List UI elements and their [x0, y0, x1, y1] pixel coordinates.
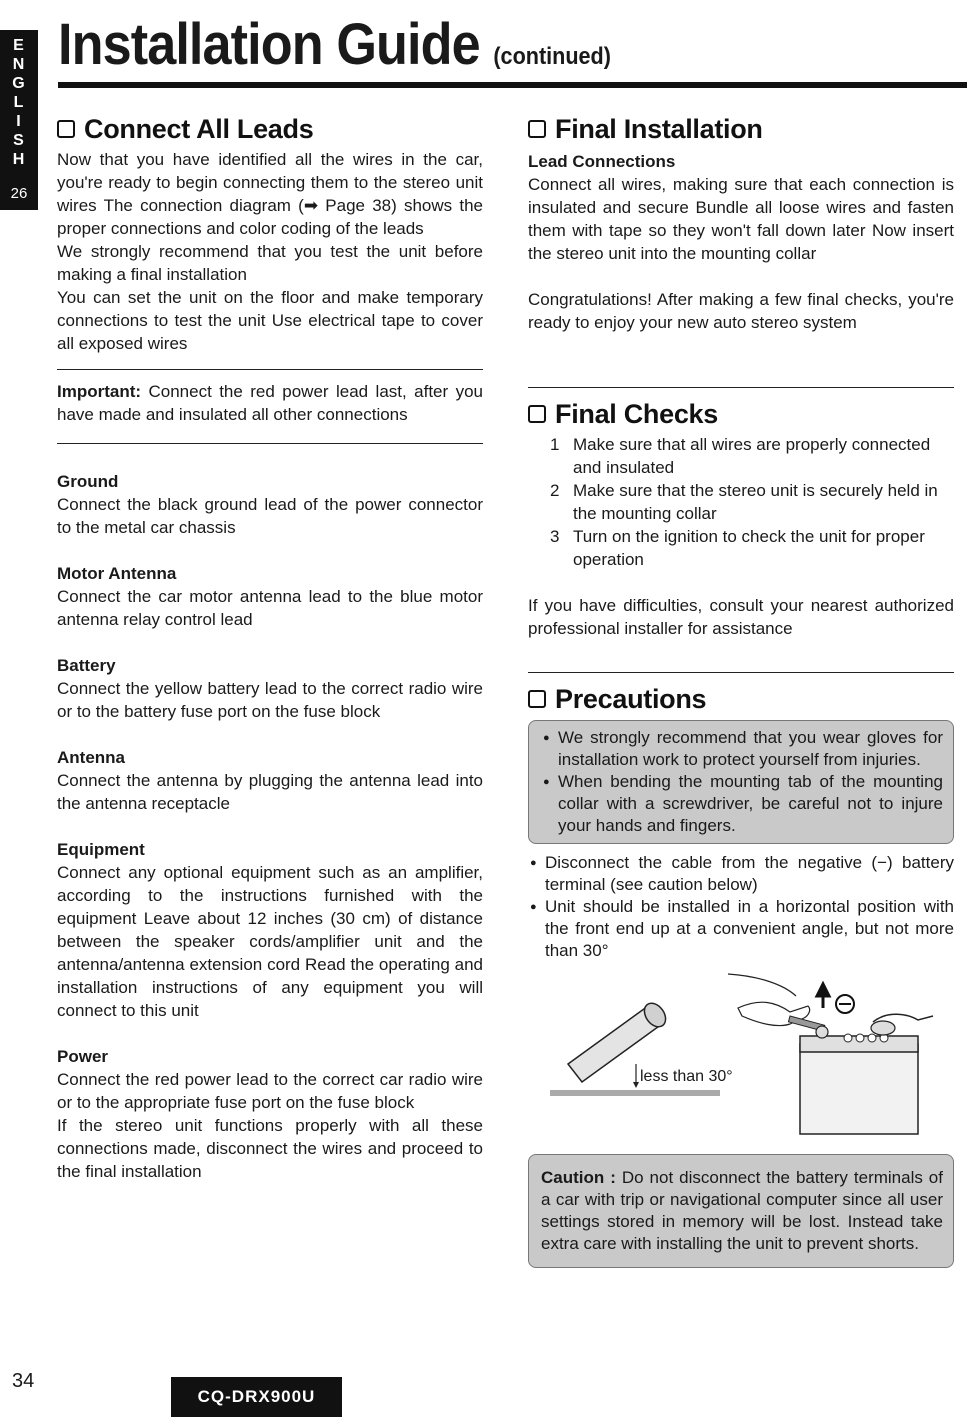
motor-antenna-text: Connect the car motor antenna lead to the blue motor antenna relay control lead	[57, 587, 483, 629]
caution-text	[541, 1167, 943, 1255]
list-item-number: 1	[550, 435, 560, 454]
list-item: ● We strongly recommend that you wear gloves for installation work to protect yourself from injuries.	[541, 727, 943, 771]
caution-body: Do not disconnect the battery terminals of a car with trip or navigational computer since all user settings stored in memory will be lost. Instead take extra care with installing the unit to prevent shorts.	[541, 1168, 943, 1253]
equipment-text: Connect any optional equipment such as an amplifier, according to the instructions furnished with the equipment Leave about 12 inches (30 cm) of distance between the speaker cords/amplifier unit and the antenna/antenna extension cord Read the operating and installation instructions of any equipment you will connect to this unit	[57, 863, 483, 1020]
language-tab	[0, 30, 38, 210]
tab-letter: G	[12, 75, 26, 92]
ground-title: Ground	[57, 472, 119, 491]
lead-connections-title: Lead Connections	[528, 152, 676, 171]
list-item-text: Make sure that all wires are properly connected and insulated	[573, 435, 931, 477]
tab-letter: H	[12, 151, 26, 168]
tab-letter: E	[13, 37, 25, 54]
title-rule	[58, 82, 967, 88]
connect-p1-end: shows the proper connections and color coding of the leads	[57, 196, 484, 238]
page-title-text: Installation Guide	[58, 12, 480, 77]
caution-box	[528, 1154, 954, 1268]
hand-wrench-icon	[728, 974, 825, 1031]
list-item-number: 3	[550, 527, 560, 546]
checkbox-icon	[528, 405, 546, 423]
precautions-heading-text: Precautions	[555, 684, 707, 714]
connect-p1-text: Now that you have identified all the wires in the car, you're ready to begin connecting them to the stereo unit wires The connection diagram (	[57, 150, 483, 215]
left-column	[57, 114, 483, 1183]
precautions-heading	[528, 684, 954, 714]
important-text: Connect the red power lead last, after you have made and insulated all other connections	[57, 382, 483, 424]
final-installation-text-2: Congratulations! After making a few final checks, you're ready to enjoy your new auto stereo system	[528, 290, 954, 332]
connect-heading-text: Connect All Leads	[84, 114, 314, 144]
checkbox-icon	[528, 120, 546, 138]
precautions-list	[528, 852, 954, 962]
divider	[57, 369, 483, 370]
connect-paragraph-2: We strongly recommend that you test the unit before making a final installation	[57, 242, 483, 284]
connect-paragraph-1	[57, 148, 483, 240]
antenna-title: Antenna	[57, 748, 125, 767]
power-text-1: Connect the red power lead to the correct car radio wire or to the appropriate fuse port on the fuse block	[57, 1070, 483, 1112]
important-label: Important:	[57, 382, 142, 401]
ground-text: Connect the black ground lead of the power connector to the metal car chassis	[57, 495, 483, 537]
power-title: Power	[57, 1047, 109, 1066]
list-item-text: Make sure that the stereo unit is securely held in the mounting collar	[573, 481, 938, 523]
list-item	[528, 479, 954, 525]
power-text-2: If the stereo unit functions properly with all these connections made, disconnect the wires and proceed to the final installation	[57, 1116, 483, 1181]
final-checks-list	[528, 433, 954, 571]
list-item: ● Disconnect the cable from the negative (−) battery terminal (see caution below)	[528, 852, 954, 896]
final-installation-heading-text: Final Installation	[555, 114, 763, 144]
page-title	[58, 14, 611, 88]
list-item	[528, 433, 954, 479]
final-installation-heading	[528, 114, 954, 144]
list-item: ● Unit should be installed in a horizontal position with the front end up at a convenient angle, but not more than 30°	[528, 896, 954, 962]
up-arrow-icon	[817, 984, 829, 1008]
motor-antenna-title: Motor Antenna	[57, 564, 177, 583]
battery-text: Connect the yellow battery lead to the correct radio wire or to the battery fuse port on the fuse block	[57, 679, 483, 721]
tab-letter: L	[13, 94, 25, 111]
checkbox-icon	[57, 120, 75, 138]
battery-angle-illustration	[528, 966, 954, 1146]
gloves-warning-box	[528, 720, 954, 844]
connect-heading	[57, 114, 483, 144]
checkbox-icon	[528, 690, 546, 708]
final-checks-heading-text: Final Checks	[555, 399, 718, 429]
final-checks-note: If you have difficulties, consult your nearest authorized professional installer for assistance	[528, 596, 954, 638]
right-column	[528, 114, 954, 1268]
list-item: ● When bending the mounting tab of the mounting collar with a screwdriver, be careful not to injure your hands and fingers.	[541, 771, 943, 837]
tab-letter: S	[13, 132, 25, 149]
connect-p1-ref: Page 38)	[325, 196, 397, 215]
tab-letter: I	[16, 113, 22, 130]
language-tab-letters	[0, 30, 38, 169]
arrow-right-icon: ➡	[303, 196, 326, 215]
page-number: 34	[12, 1370, 35, 1392]
final-installation-text-1: Connect all wires, making sure that each connection is insulated and secure Bundle all loose wires and fasten them with tape so they won't fall down later Now insert the stereo unit into the mounting collar	[528, 175, 954, 263]
angle-label: less than 30°	[640, 1068, 733, 1085]
language-tab-page: 26	[10, 185, 28, 202]
divider	[57, 443, 483, 444]
divider	[528, 387, 954, 388]
warning-list	[541, 727, 943, 837]
list-item	[528, 525, 954, 571]
list-item-number: 2	[550, 481, 560, 500]
final-checks-heading	[528, 399, 954, 429]
installation-illustration	[528, 966, 954, 1146]
connect-paragraph-3: You can set the unit on the floor and make temporary connections to test the unit Use electrical tape to cover all exposed wires	[57, 288, 483, 353]
battery-icon	[800, 1014, 933, 1134]
list-item-text: Turn on the ignition to check the unit for proper operation	[573, 527, 925, 569]
antenna-text: Connect the antenna by plugging the antenna lead into the antenna receptacle	[57, 771, 483, 813]
ground-line	[550, 1090, 720, 1096]
important-note	[57, 380, 483, 426]
tab-letter: N	[12, 56, 26, 73]
divider	[528, 672, 954, 673]
model-badge: CQ-DRX900U	[171, 1377, 342, 1417]
equipment-title: Equipment	[57, 840, 145, 859]
battery-title: Battery	[57, 656, 116, 675]
caution-label: Caution :	[541, 1168, 616, 1187]
page-title-continued: (continued)	[493, 43, 611, 70]
